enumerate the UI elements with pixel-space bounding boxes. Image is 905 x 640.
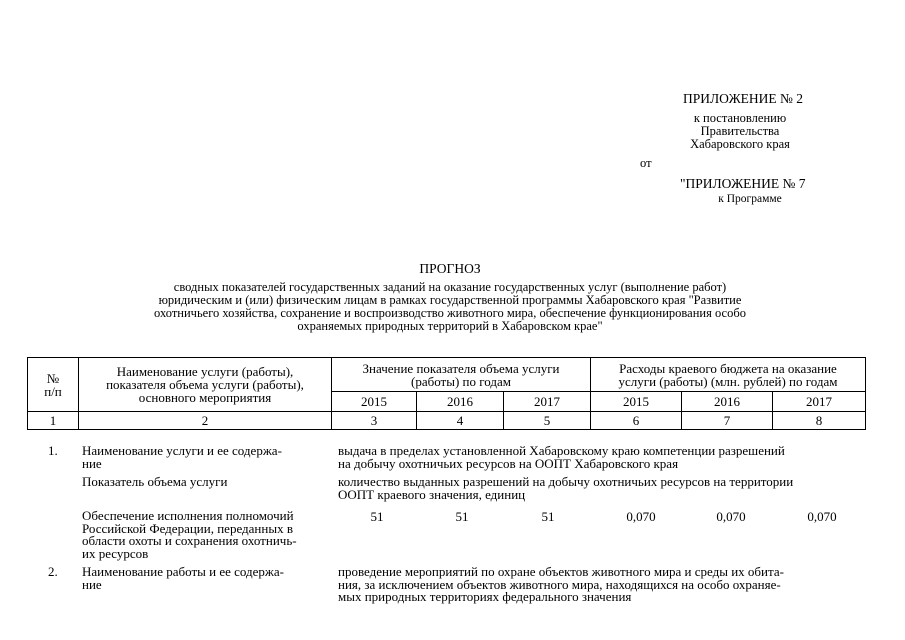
header-index: 6 — [591, 412, 682, 430]
header-index: 8 — [773, 412, 866, 430]
heading-line: юридическим и (или) физическим лицам в рамках государственной программы Хабаровского края "Развитие — [158, 293, 742, 307]
value-cell: 51 — [541, 509, 555, 524]
header-year: 2017 — [773, 392, 866, 412]
quoted-appendix-title: "ПРИЛОЖЕНИЕ № 7 — [680, 176, 806, 191]
value-cell: 0,070 — [626, 509, 656, 524]
header-year: 2015 — [591, 392, 682, 412]
appendix-line: к постановлению — [693, 111, 787, 125]
row-number: 2. — [48, 564, 58, 579]
quoted-appendix-sub: к Программе — [718, 193, 782, 205]
heading-line: охраняемых природных территорий в Хабаровском крае" — [297, 319, 603, 333]
header-index: 7 — [682, 412, 773, 430]
header-year: 2016 — [417, 392, 504, 412]
heading-title: ПРОГНОЗ — [419, 261, 481, 276]
header-index: 5 — [504, 412, 591, 430]
row-description: количество выданных разрешений на добычу охотничьих ресурсов на территории ООПТ краевого значения, единиц — [338, 474, 794, 502]
row-number: 1. — [48, 443, 58, 458]
heading-line: сводных показателей государственных заданий на оказание государственных услуг (выполнение работ) — [173, 280, 727, 294]
header-index: 1 — [28, 412, 79, 430]
header-year: 2015 — [332, 392, 417, 412]
row-name: Показатель объема услуги — [82, 474, 228, 489]
appendix-title: ПРИЛОЖЕНИЕ № 2 — [683, 91, 804, 106]
value-cell: 0,070 — [807, 509, 837, 524]
appendix-from: от — [640, 156, 652, 170]
header-number: № п/п — [28, 358, 79, 412]
appendix-line: Правительства — [700, 124, 780, 138]
value-cell: 51 — [370, 509, 384, 524]
appendix-line: Хабаровского края — [690, 137, 790, 151]
value-cell: 0,070 — [716, 509, 746, 524]
header-volume: Значение показателя объема услуги (работы) по годам — [332, 358, 591, 392]
header-index: 2 — [79, 412, 332, 430]
forecast-table-header — [27, 357, 866, 430]
row-name: Наименование работы и ее содержа- ние — [82, 564, 284, 592]
value-cell: 51 — [455, 509, 469, 524]
row-name: Обеспечение исполнения полномочий Российской Федерации, переданных в области охоты и сохранения охотничь- их ресурсов — [82, 508, 297, 561]
header-year: 2016 — [682, 392, 773, 412]
header-budget: Расходы краевого бюджета на оказание услуги (работы) (млн. рублей) по годам — [591, 358, 866, 392]
row-description: проведение мероприятий по охране объектов животного мира и среды их обита- ния, за исключением объектов животного мира, находящихся на особо охраняе- мых природных территориях федерального значения — [338, 564, 784, 604]
header-year: 2017 — [504, 392, 591, 412]
header-index: 3 — [332, 412, 417, 430]
row-description: выдача в пределах установленной Хабаровскому краю компетенции разрешений на добычу охотничьих ресурсов на ООПТ Хабаровского края — [338, 443, 785, 471]
heading-line: охотничьего хозяйства, сохранение и воспроизводство животного мира, обеспечение функционирования особо — [154, 306, 746, 320]
header-name: Наименование услуги (работы), показателя объема услуги (работы), основного мероприятия — [79, 358, 332, 412]
header-index: 4 — [417, 412, 504, 430]
row-name: Наименование услуги и ее содержа- ние — [82, 443, 282, 471]
